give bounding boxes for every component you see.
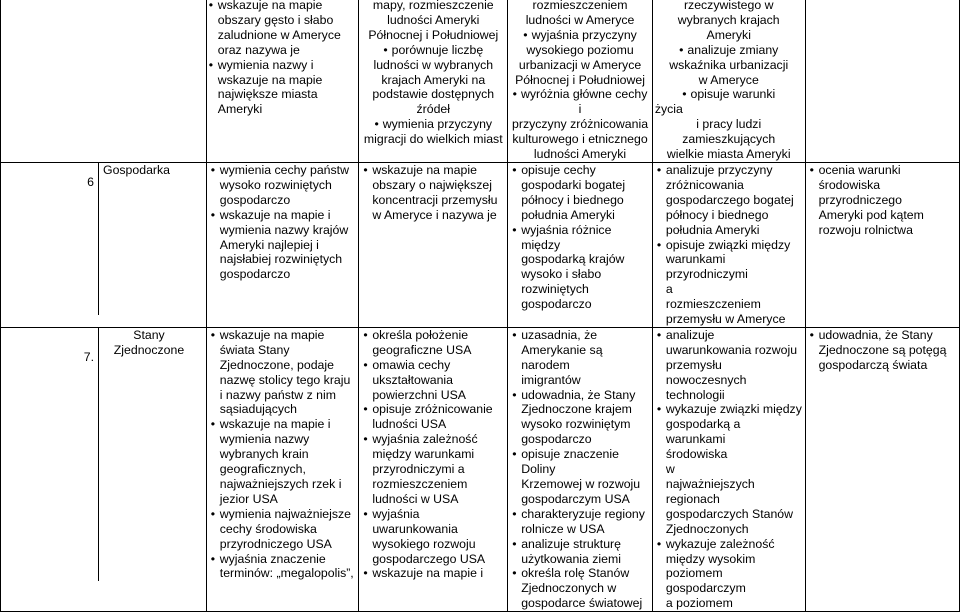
bullet-item: • opisuje zróżnicowanie — [361, 402, 505, 417]
text-line: Zjednoczonych w — [521, 581, 617, 596]
text-line: Ameryki — [706, 27, 751, 42]
text-line: Ameryki — [217, 102, 263, 117]
requirements-grade-5 — [652, 0, 805, 162]
text-line: użytkowania ziemi — [521, 551, 621, 566]
text-line: wymienia nazwy — [219, 432, 310, 447]
text-line: ukształtowania — [372, 372, 454, 387]
text-line: gospodarczą świata — [818, 357, 928, 372]
text-line: gospodarczego USA — [372, 551, 486, 566]
bullet-item: • wymienia nazwy i — [207, 58, 357, 73]
text-line: rozmieszczeniem — [665, 297, 761, 312]
text-line: podstawie dostępnych — [372, 87, 495, 102]
text-line: Zjednoczonych — [665, 521, 749, 536]
text-line: wysokiego poziomu — [526, 42, 634, 57]
text-line: przyrodniczego — [818, 192, 902, 207]
text-line: wskaźnika urbanizacji — [669, 57, 789, 72]
text-line: urbanizacji w Ameryce — [518, 57, 642, 72]
section-number: 6 — [1, 163, 99, 315]
text-line: oraz nazywa je — [217, 42, 300, 57]
text-line: gospodarką krajów — [521, 252, 625, 267]
bullet-item: • wyjaśnia różnice między — [510, 223, 650, 253]
text-line: rozwoju rolnictwa — [818, 222, 913, 237]
text-line: rozmieszczeniem — [372, 477, 468, 491]
requirements-grade-2 — [206, 327, 359, 611]
bullet-item: • analizuje zmiany — [655, 43, 803, 58]
bullet-item: • wskazuje na mapie — [361, 163, 505, 178]
bullet-item: • wskazuje na mapie — [207, 0, 357, 13]
text-line: poziomem gospodarczym — [665, 566, 746, 596]
text-line: najsłabiej rozwiniętych — [219, 252, 343, 267]
bullet-item: • określa rolę Stanów — [510, 566, 650, 581]
text-line: przyrodniczego USA — [219, 536, 332, 551]
text-line: nowoczesnych — [665, 372, 747, 387]
text-line: wskazuje na mapie — [217, 72, 323, 87]
section-header-cell — [1, 162, 207, 327]
text-line: życia — [654, 102, 683, 117]
requirements-grade-3 — [359, 162, 508, 327]
bullet-item: • porównuje liczbę — [361, 43, 505, 58]
requirements-grade-2 — [206, 162, 359, 327]
text-line: przemysłu — [665, 357, 722, 372]
bullet-item: • wskazuje na mapie i — [209, 208, 357, 223]
bullet-item: • wymienia przyczyny — [361, 117, 505, 132]
text-line: zamieszkujących — [682, 132, 776, 147]
text-line: krajach Ameryki na — [381, 72, 486, 87]
text-line: gospodarczo — [521, 432, 592, 447]
text-line: między warunkami — [372, 447, 475, 462]
text-line: zaludnione w Ameryce — [217, 27, 341, 42]
section-title: Stany Zjednoczone — [113, 327, 185, 357]
text-line: sąsiadujących — [219, 402, 298, 417]
text-line: źródeł — [416, 102, 451, 117]
text-line: ludności w Ameryce — [525, 12, 635, 27]
text-line: ludności Ameryki — [533, 147, 627, 162]
text-line: środowiska — [818, 177, 881, 192]
bullet-item: • opisuje związki między — [655, 238, 803, 253]
requirements-grade-2 — [206, 0, 359, 162]
text-line: wybranych krajach — [677, 12, 780, 27]
bullet-item: • analizuje strukturę — [510, 537, 650, 552]
requirements-grade-3 — [359, 327, 508, 611]
text-line: gospodarki bogatej — [521, 177, 626, 192]
bullet-item: • wskazuje na mapie i — [209, 417, 357, 432]
requirements-grade-5 — [652, 162, 805, 327]
text-line: geograficzne USA — [372, 342, 472, 357]
table-row — [1, 327, 960, 611]
text-line: największe miasta — [217, 87, 318, 102]
text-line: wysoko i słabo — [521, 267, 602, 282]
requirements-grade-4 — [508, 162, 653, 327]
bullet-item: • udowadnia, że Stany — [510, 388, 650, 403]
text-line: najważniejszych rzek i — [219, 477, 342, 491]
bullet-item: • uzasadnia, że — [510, 328, 650, 343]
text-line: wysoko rozwiniętych — [219, 177, 332, 192]
text-line: mapy, rozmieszczenie — [372, 0, 494, 12]
text-line: przyrodniczymi — [665, 267, 748, 282]
text-line: gospodarczych Stanów — [665, 506, 794, 521]
bullet-item: • wyjaśnia — [361, 507, 505, 522]
text-line: jezior USA — [219, 491, 278, 506]
text-line: nazwę stolicy tego kraju — [219, 372, 351, 387]
text-line: Zjednoczone są potęgą — [818, 342, 947, 357]
bullet-item: • wyjaśnia zależność — [361, 432, 505, 447]
text-line: imigrantów — [521, 372, 581, 387]
text-line: najważniejszych — [665, 477, 755, 491]
text-line: uwarunkowania rozwoju — [665, 342, 798, 357]
text-line: technologii — [665, 387, 725, 402]
requirements-grade-4 — [508, 0, 653, 162]
text-line: koncentracji przemysłu — [372, 192, 498, 207]
text-line: rzeczywistego w — [683, 0, 774, 12]
text-line: w — [665, 462, 675, 477]
text-line: terminów: „megalopolis”, — [219, 566, 354, 581]
table-body — [1, 0, 960, 612]
bullet-item: • wyjaśnia przyczyny — [510, 28, 650, 43]
text-line: rozwiniętych — [521, 282, 589, 297]
requirements-grade-6 — [805, 0, 959, 162]
text-line: przyczyny zróżnicowania — [512, 117, 649, 132]
text-line: środowiska — [665, 447, 728, 462]
text-line: ludności Ameryki — [387, 12, 480, 27]
text-line: południa Ameryki — [521, 207, 615, 222]
text-line: Krzemowej w rozwoju — [521, 477, 641, 491]
text-line: gospodarczym USA — [521, 491, 630, 506]
text-line: północy i biednego — [521, 192, 624, 207]
section-header-cell — [1, 327, 207, 611]
text-line: wybranych krain — [219, 447, 309, 462]
text-line: kulturowego i etnicznego — [512, 132, 648, 147]
requirements-grade-6 — [805, 327, 959, 611]
text-line: obszary o największej — [372, 177, 492, 192]
text-line: migracji do wielkich miast — [363, 132, 503, 147]
text-line: przyrodniczymi a — [372, 462, 465, 477]
bullet-item: • opisuje warunki — [655, 87, 803, 102]
bullet-item: • charakteryzuje regiony — [510, 507, 650, 522]
bullet-item: • udowadnia, że Stany — [808, 328, 957, 343]
text-line: wysokiego rozwoju — [372, 536, 476, 551]
requirements-grade-5 — [652, 327, 805, 611]
bullet-item: • wykazuje związki między — [655, 402, 803, 417]
table-row — [1, 0, 960, 162]
bullet-item: • opisuje znaczenie Doliny — [510, 447, 650, 477]
text-line: powierzchni USA — [372, 387, 466, 402]
text-line: gospodarczego bogatej — [665, 192, 794, 207]
text-line: świata Stany — [219, 342, 290, 357]
text-line: obszary gęsto i słabo — [217, 12, 334, 27]
text-line: cechy środowiska — [219, 521, 317, 536]
section-title: Gospodarka — [103, 162, 170, 177]
bullet-item: • wyróżnia główne cechy i — [510, 87, 650, 117]
text-line: Północnej i Południowej — [515, 72, 645, 87]
text-line: i nazwy państw z nim — [219, 387, 336, 402]
text-line: gospodarczo — [219, 267, 291, 282]
text-line: a poziomem — [665, 596, 733, 611]
section-number: 7. — [1, 328, 99, 581]
text-line: w Ameryce — [698, 72, 759, 87]
text-line: Ameryki pod kątem — [818, 207, 924, 222]
text-line: przemysłu w Ameryce — [665, 312, 786, 327]
text-line: Amerykanie są narodem — [521, 342, 603, 372]
text-line: gospodarce światowej — [521, 596, 643, 611]
bullet-item: • ocenia warunki — [808, 163, 957, 178]
text-line: regionach — [665, 491, 720, 506]
requirements-grade-4 — [508, 327, 653, 611]
text-line: gospodarką a warunkami — [665, 417, 741, 447]
text-line: rozmieszczeniem — [532, 0, 628, 12]
requirements-grade-3 — [359, 0, 508, 162]
text-line: Zjednoczone krajem — [521, 402, 632, 417]
table-row — [1, 162, 960, 327]
text-line: warunkami — [665, 252, 726, 267]
bullet-item: • wskazuje na mapie i — [361, 566, 505, 581]
text-line: uwarunkowania — [372, 521, 458, 536]
text-line: geograficznych, — [219, 462, 306, 477]
bullet-item: • omawia cechy — [361, 358, 505, 373]
text-line: a — [665, 282, 673, 297]
bullet-item: • opisuje cechy — [510, 163, 650, 178]
text-line: ludności w wybranych — [373, 57, 494, 72]
text-line: w Ameryce i nazywa je — [372, 207, 497, 222]
bullet-item: • wykazuje zależność — [655, 537, 803, 552]
bullet-item: • określa położenie — [361, 328, 505, 343]
bullet-item: • analizuje — [655, 328, 803, 343]
bullet-item: • wskazuje na mapie — [209, 328, 357, 343]
bullet-item: • wymienia cechy państw — [209, 163, 357, 178]
bullet-item: • wyjaśnia znaczenie — [209, 552, 357, 567]
text-line: wysoko rozwiniętym — [521, 417, 631, 432]
text-line: wielkie miasta Ameryki — [666, 147, 791, 162]
text-line: zróżnicowania — [665, 177, 744, 192]
text-line: Zjednoczone, podaje — [219, 357, 334, 372]
text-line: gospodarczo — [521, 297, 592, 312]
text-line: Ameryki najlepiej i — [219, 237, 319, 252]
text-line: między wysokim — [665, 551, 756, 566]
bullet-item: • wymienia najważniejsze — [209, 507, 357, 522]
text-line: południa Ameryki — [665, 222, 760, 237]
section-cell — [1, 0, 207, 162]
text-line: gospodarczo — [219, 192, 291, 207]
text-line: i pracy ludzi — [696, 117, 762, 132]
requirements-grade-6 — [805, 162, 959, 327]
text-line: rolnicze w USA — [521, 521, 605, 536]
text-line: ludności USA — [372, 417, 447, 432]
text-line: północy i biednego — [665, 207, 769, 222]
bullet-item: • analizuje przyczyny — [655, 163, 803, 178]
text-line: ludności w USA — [372, 491, 459, 506]
text-line: Północnej i Południowej — [368, 27, 499, 42]
text-line: wymienia nazwy krajów — [219, 222, 349, 237]
